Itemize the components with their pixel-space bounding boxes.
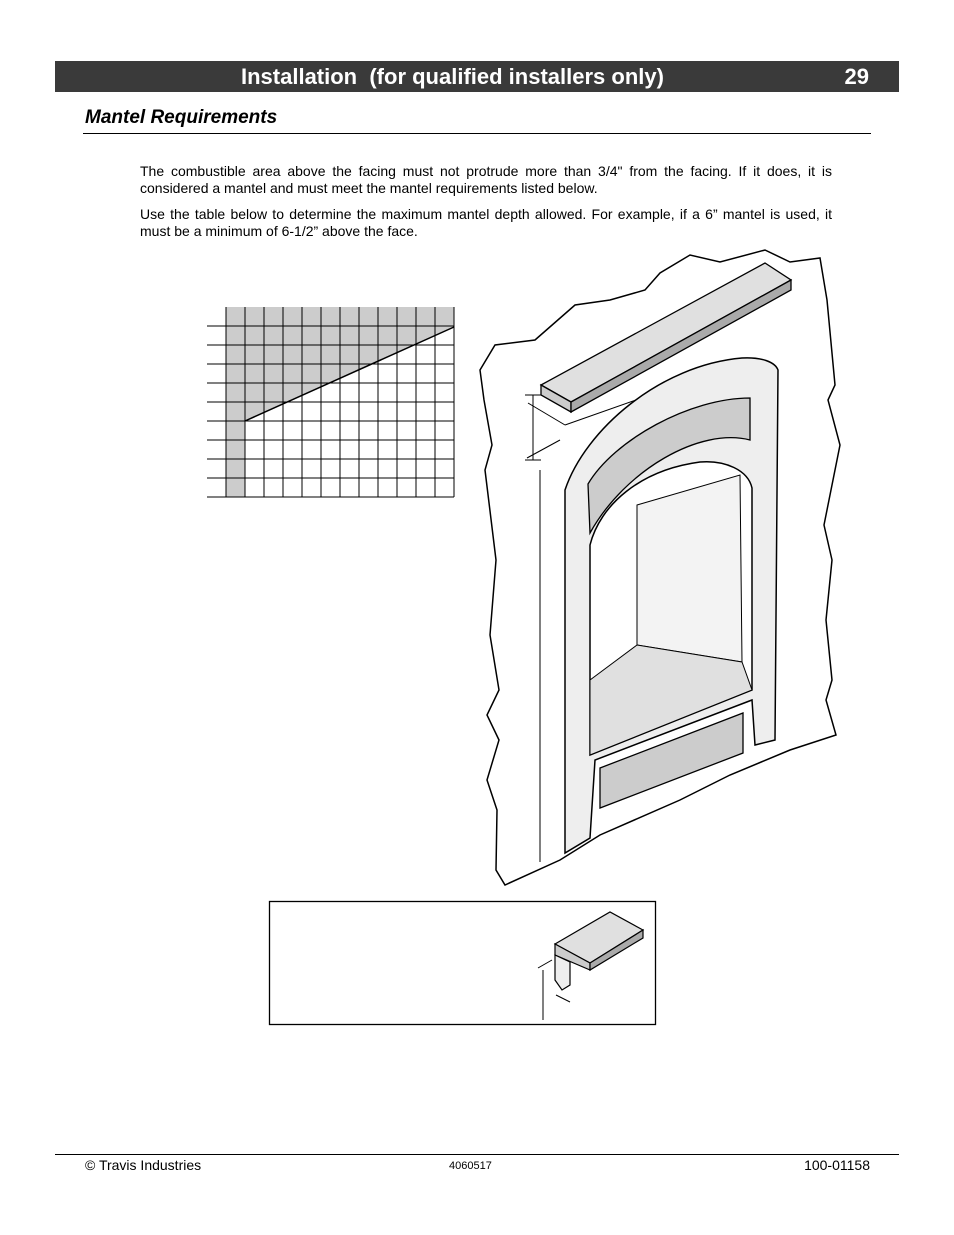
footer-divider bbox=[55, 1154, 899, 1155]
section-divider bbox=[83, 133, 871, 134]
fireplace-mantel-illustration bbox=[470, 240, 850, 895]
mantel-clearance-grid bbox=[200, 300, 460, 505]
header-bar bbox=[55, 61, 899, 92]
section-title: Mantel Requirements bbox=[85, 107, 278, 128]
header-title: Installation (for qualified installers only) bbox=[241, 64, 664, 89]
mantel-detail-box bbox=[268, 900, 658, 1028]
footer-document-code: 4060517 bbox=[449, 1160, 492, 1172]
footer-copyright: © Travis Industries bbox=[85, 1157, 202, 1173]
firebox-back-wall bbox=[637, 475, 742, 662]
footer-part-number: 100-01158 bbox=[804, 1157, 870, 1173]
page-number: 29 bbox=[844, 64, 869, 89]
paragraph-combustible-area: The combustible area above the facing must not protrude more than 3/4" from the facing. If it does, it is considered a mantel and must meet the mantel requirements listed below. bbox=[140, 163, 832, 196]
paragraph-table-instructions: Use the table below to determine the maximum mantel depth allowed. For example, if a 6” mantel is used, it must be a minimum of 6-1/2” above the face. bbox=[140, 206, 832, 239]
